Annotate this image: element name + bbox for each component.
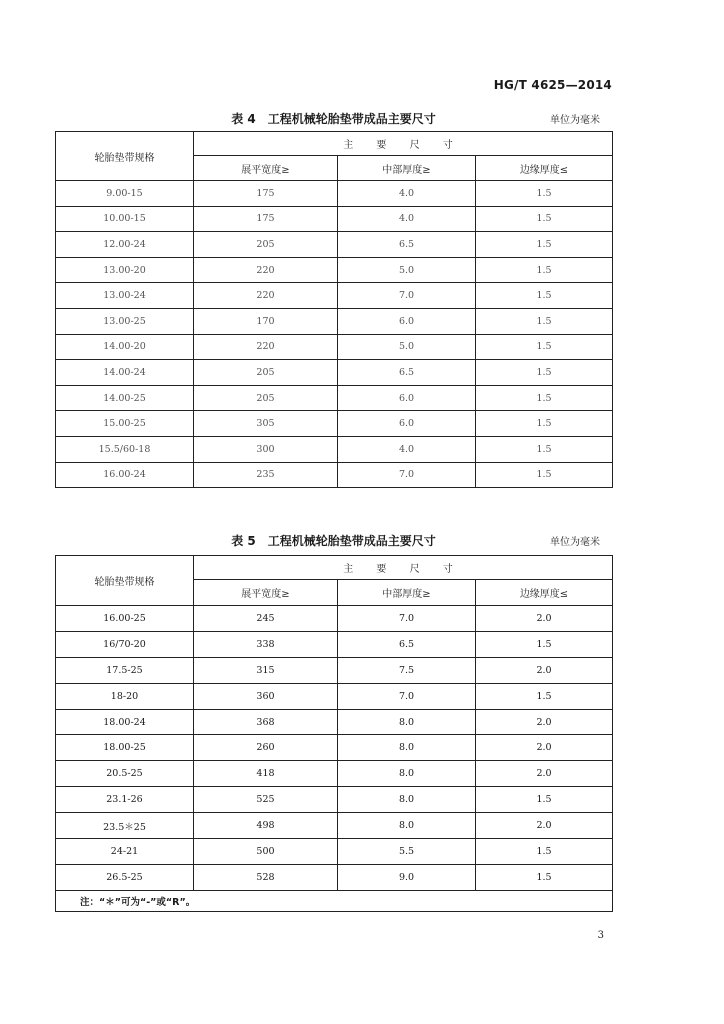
table4-body	[56, 181, 613, 488]
edge-thickness-cell: 2.0	[476, 606, 613, 632]
mid-thickness-cell: 6.5	[338, 360, 476, 386]
spec-cell: 13.00-20	[56, 257, 194, 283]
width-cell: 220	[194, 334, 338, 360]
edge-thickness-cell: 1.5	[476, 411, 613, 437]
edge-thickness-cell: 1.5	[476, 436, 613, 462]
width-cell: 220	[194, 257, 338, 283]
spec-cell: 23.1-26	[56, 787, 194, 813]
mid-thickness-cell: 4.0	[338, 181, 476, 207]
edge-thickness-cell: 1.5	[476, 631, 613, 657]
spec-cell: 14.00-25	[56, 385, 194, 411]
page-number: 3	[597, 930, 604, 941]
table-row	[56, 462, 613, 488]
mid-thickness-cell: 6.0	[338, 411, 476, 437]
table-row	[56, 606, 613, 632]
edge-thickness-cell: 1.5	[476, 257, 613, 283]
table-row	[56, 257, 613, 283]
width-cell: 170	[194, 308, 338, 334]
spec-cell: 14.00-20	[56, 334, 194, 360]
width-cell: 300	[194, 436, 338, 462]
edge-thickness-cell: 2.0	[476, 813, 613, 839]
table4-caption: 表 4 工程机械轮胎垫带成品主要尺寸	[231, 112, 436, 126]
mid-thickness-cell: 6.0	[338, 385, 476, 411]
edge-thickness-cell: 1.5	[476, 334, 613, 360]
width-cell: 525	[194, 787, 338, 813]
mid-thickness-cell: 7.0	[338, 462, 476, 488]
width-cell: 498	[194, 813, 338, 839]
width-cell: 305	[194, 411, 338, 437]
table4-unit: 单位为毫米	[550, 115, 600, 126]
table-row	[56, 813, 613, 839]
mid-thickness-cell: 4.0	[338, 206, 476, 232]
spec-cell: 17.5-25	[56, 657, 194, 683]
table5-caption-row	[55, 532, 612, 550]
mid-thickness-cell: 4.0	[338, 436, 476, 462]
mid-thickness-cell: 5.0	[338, 257, 476, 283]
spec-cell: 14.00-24	[56, 360, 194, 386]
spec-cell: 18.00-24	[56, 709, 194, 735]
width-cell: 360	[194, 683, 338, 709]
table-row	[56, 709, 613, 735]
width-cell: 175	[194, 206, 338, 232]
spec-cell: 13.00-24	[56, 283, 194, 309]
width-cell: 245	[194, 606, 338, 632]
standard-number: HG/T 4625—2014	[493, 78, 612, 92]
table4-header-edge: 边缘厚度≤	[476, 156, 613, 181]
edge-thickness-cell: 1.5	[476, 683, 613, 709]
edge-thickness-cell: 1.5	[476, 864, 613, 890]
spec-cell: 18-20	[56, 683, 194, 709]
table5-unit: 单位为毫米	[550, 537, 600, 548]
edge-thickness-cell: 2.0	[476, 735, 613, 761]
mid-thickness-cell: 6.5	[338, 631, 476, 657]
table-row	[56, 864, 613, 890]
edge-thickness-cell: 1.5	[476, 283, 613, 309]
mid-thickness-cell: 7.0	[338, 683, 476, 709]
mid-thickness-cell: 8.0	[338, 709, 476, 735]
table-row	[56, 232, 613, 258]
width-cell: 205	[194, 385, 338, 411]
width-cell: 205	[194, 232, 338, 258]
mid-thickness-cell: 9.0	[338, 864, 476, 890]
width-cell: 260	[194, 735, 338, 761]
spec-cell: 18.00-25	[56, 735, 194, 761]
mid-thickness-cell: 7.5	[338, 657, 476, 683]
mid-thickness-cell: 6.0	[338, 308, 476, 334]
mid-thickness-cell: 8.0	[338, 787, 476, 813]
edge-thickness-cell: 1.5	[476, 385, 613, 411]
table5-header-mid: 中部厚度≥	[338, 580, 476, 606]
table4	[55, 131, 613, 488]
spec-cell: 16.00-24	[56, 462, 194, 488]
width-cell: 500	[194, 839, 338, 865]
table-row	[56, 787, 613, 813]
width-cell: 418	[194, 761, 338, 787]
table4-caption-row	[55, 110, 612, 128]
table-row	[56, 360, 613, 386]
table-row	[56, 735, 613, 761]
edge-thickness-cell: 2.0	[476, 657, 613, 683]
spec-cell: 9.00-15	[56, 181, 194, 207]
mid-thickness-cell: 8.0	[338, 735, 476, 761]
edge-thickness-cell: 1.5	[476, 232, 613, 258]
edge-thickness-cell: 1.5	[476, 308, 613, 334]
table-row	[56, 334, 613, 360]
table4-header-group: 主 要 尺 寸	[194, 132, 613, 156]
table-row	[56, 657, 613, 683]
width-cell: 175	[194, 181, 338, 207]
spec-cell: 15.00-25	[56, 411, 194, 437]
table-row	[56, 283, 613, 309]
mid-thickness-cell: 5.5	[338, 839, 476, 865]
mid-thickness-cell: 8.0	[338, 813, 476, 839]
edge-thickness-cell: 1.5	[476, 181, 613, 207]
table-row	[56, 181, 613, 207]
mid-thickness-cell: 5.0	[338, 334, 476, 360]
edge-thickness-cell: 1.5	[476, 839, 613, 865]
spec-cell: 16.00-25	[56, 606, 194, 632]
mid-thickness-cell: 7.0	[338, 283, 476, 309]
table4-header-mid: 中部厚度≥	[338, 156, 476, 181]
spec-cell: 16/70-20	[56, 631, 194, 657]
width-cell: 528	[194, 864, 338, 890]
spec-cell: 15.5/60-18	[56, 436, 194, 462]
table5-header-width: 展平宽度≥	[194, 580, 338, 606]
spec-cell: 23.5＊25	[56, 813, 194, 839]
width-cell: 220	[194, 283, 338, 309]
spec-cell: 24-21	[56, 839, 194, 865]
table4-header-spec: 轮胎垫带规格	[56, 132, 194, 181]
mid-thickness-cell: 6.5	[338, 232, 476, 258]
edge-thickness-cell: 1.5	[476, 462, 613, 488]
spec-cell: 13.00-25	[56, 308, 194, 334]
table-row	[56, 683, 613, 709]
table-row	[56, 436, 613, 462]
table5-body	[56, 606, 613, 891]
table5	[55, 555, 613, 912]
edge-thickness-cell: 1.5	[476, 206, 613, 232]
table5-header-group: 主 要 尺 寸	[194, 556, 613, 580]
table-row	[56, 385, 613, 411]
width-cell: 235	[194, 462, 338, 488]
table-row	[56, 839, 613, 865]
width-cell: 205	[194, 360, 338, 386]
table-row	[56, 411, 613, 437]
table4-header-width: 展平宽度≥	[194, 156, 338, 181]
width-cell: 315	[194, 657, 338, 683]
width-cell: 338	[194, 631, 338, 657]
edge-thickness-cell: 2.0	[476, 761, 613, 787]
mid-thickness-cell: 8.0	[338, 761, 476, 787]
mid-thickness-cell: 7.0	[338, 606, 476, 632]
spec-cell: 26.5-25	[56, 864, 194, 890]
spec-cell: 12.00-24	[56, 232, 194, 258]
table5-note: 注：“＊”可为“-”或“R”。	[56, 890, 613, 911]
table5-caption: 表 5 工程机械轮胎垫带成品主要尺寸	[231, 534, 436, 548]
table5-header-edge: 边缘厚度≤	[476, 580, 613, 606]
spec-cell: 20.5-25	[56, 761, 194, 787]
spec-cell: 10.00-15	[56, 206, 194, 232]
edge-thickness-cell: 2.0	[476, 709, 613, 735]
table-row	[56, 761, 613, 787]
edge-thickness-cell: 1.5	[476, 787, 613, 813]
table-row	[56, 308, 613, 334]
edge-thickness-cell: 1.5	[476, 360, 613, 386]
table5-header-spec: 轮胎垫带规格	[56, 556, 194, 606]
width-cell: 368	[194, 709, 338, 735]
table-row	[56, 631, 613, 657]
table-row	[56, 206, 613, 232]
